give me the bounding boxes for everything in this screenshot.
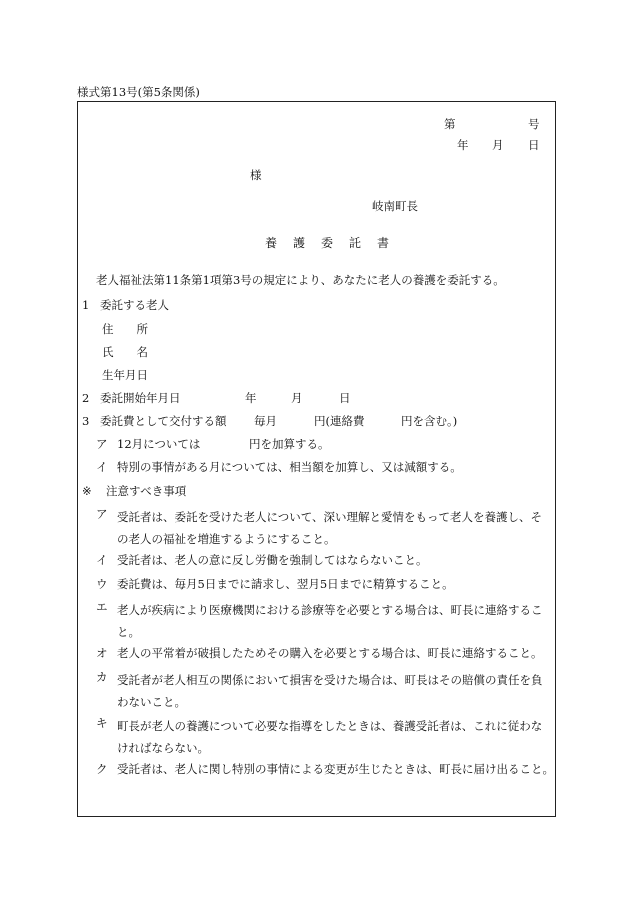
section2-year: 年 bbox=[245, 391, 257, 405]
date-day: 日 bbox=[528, 138, 540, 152]
number-suffix: 号 bbox=[528, 117, 540, 131]
section2-number: 2 bbox=[82, 391, 90, 405]
section3-number: 3 bbox=[82, 414, 90, 428]
section3-item-mark-a: ア bbox=[96, 437, 108, 451]
section3-item-a-text: 12月については bbox=[117, 437, 201, 451]
note-a-text: 受託者は、委託を受けた老人について、深い理解と愛情をもって老人を養護し、その老人の福祉を増進するようにすること。 bbox=[117, 510, 543, 546]
section1-number: 1 bbox=[82, 298, 90, 312]
notes-label: 注意すべき事項 bbox=[106, 484, 187, 498]
addressee-suffix: 様 bbox=[250, 168, 262, 182]
note-u-text: 委託費は、毎月5日までに請求し、翌月5日までに精算すること。 bbox=[117, 577, 454, 591]
note-mark-o: オ bbox=[96, 646, 108, 660]
note-e-text: 老人が疾病により医療機関における診療等を必要とする場合は、町長に連絡すること。 bbox=[117, 603, 543, 639]
section1-label: 委託する老人 bbox=[100, 298, 169, 312]
section2-label: 委託開始年月日 bbox=[100, 391, 181, 405]
document-title: 養護委託書 bbox=[265, 236, 406, 250]
note-mark-e: エ bbox=[96, 600, 108, 614]
field-name: 氏 名 bbox=[102, 345, 148, 359]
section2-month: 月 bbox=[291, 391, 303, 405]
note-mark-u: ウ bbox=[96, 577, 108, 591]
note-ki-text: 町長が老人の養護について必要な指導をしたときは、養護受託者は、これに従わなければならない。 bbox=[117, 719, 543, 755]
section3-yen-including: 円を含む。) bbox=[401, 414, 458, 428]
section2-day: 日 bbox=[339, 391, 351, 405]
form-number-label: 様式第13号(第5条関係) bbox=[77, 85, 200, 99]
section3-item-a-text-b: 円を加算する。 bbox=[249, 437, 330, 451]
section3-monthly: 毎月 bbox=[254, 414, 277, 428]
notes-mark: ※ bbox=[82, 484, 92, 498]
note-mark-ka: カ bbox=[96, 670, 108, 684]
note-o-text: 老人の平常着が破損したためその購入を必要とする場合は、町長に連絡すること。 bbox=[117, 646, 543, 660]
section3-label: 委託費として交付する額 bbox=[100, 414, 227, 428]
note-i-text: 受託者は、老人の意に反し労働を強制してはならないこと。 bbox=[117, 553, 428, 567]
field-address: 住 所 bbox=[102, 322, 148, 336]
date-month: 月 bbox=[492, 138, 504, 152]
note-mark-ki: キ bbox=[96, 716, 108, 730]
section3-item-i-text: 特別の事情がある月については、相当額を加算し、又は減額する。 bbox=[117, 460, 462, 474]
section3-yen-contact: 円(連絡費 bbox=[314, 414, 365, 428]
note-ku-text: 受託者は、老人に関し特別の事情による変更が生じたときは、町長に届け出ること。 bbox=[117, 762, 554, 776]
note-mark-a: ア bbox=[96, 507, 108, 521]
intro-paragraph: 老人福祉法第11条第1項第3号の規定により、あなたに老人の養護を委託する。 bbox=[96, 273, 505, 287]
field-birthdate: 生年月日 bbox=[102, 368, 148, 382]
section3-item-mark-i: イ bbox=[96, 460, 108, 474]
date-year: 年 bbox=[457, 138, 469, 152]
note-ka-text: 受託者が老人相互の関係において損害を受けた場合は、町長はその賠償の責任を負わないこと。 bbox=[117, 673, 543, 709]
issuer-name: 岐南町長 bbox=[372, 199, 418, 213]
note-mark-ku: ク bbox=[96, 762, 108, 776]
note-mark-i: イ bbox=[96, 553, 108, 567]
number-prefix: 第 bbox=[444, 117, 456, 131]
